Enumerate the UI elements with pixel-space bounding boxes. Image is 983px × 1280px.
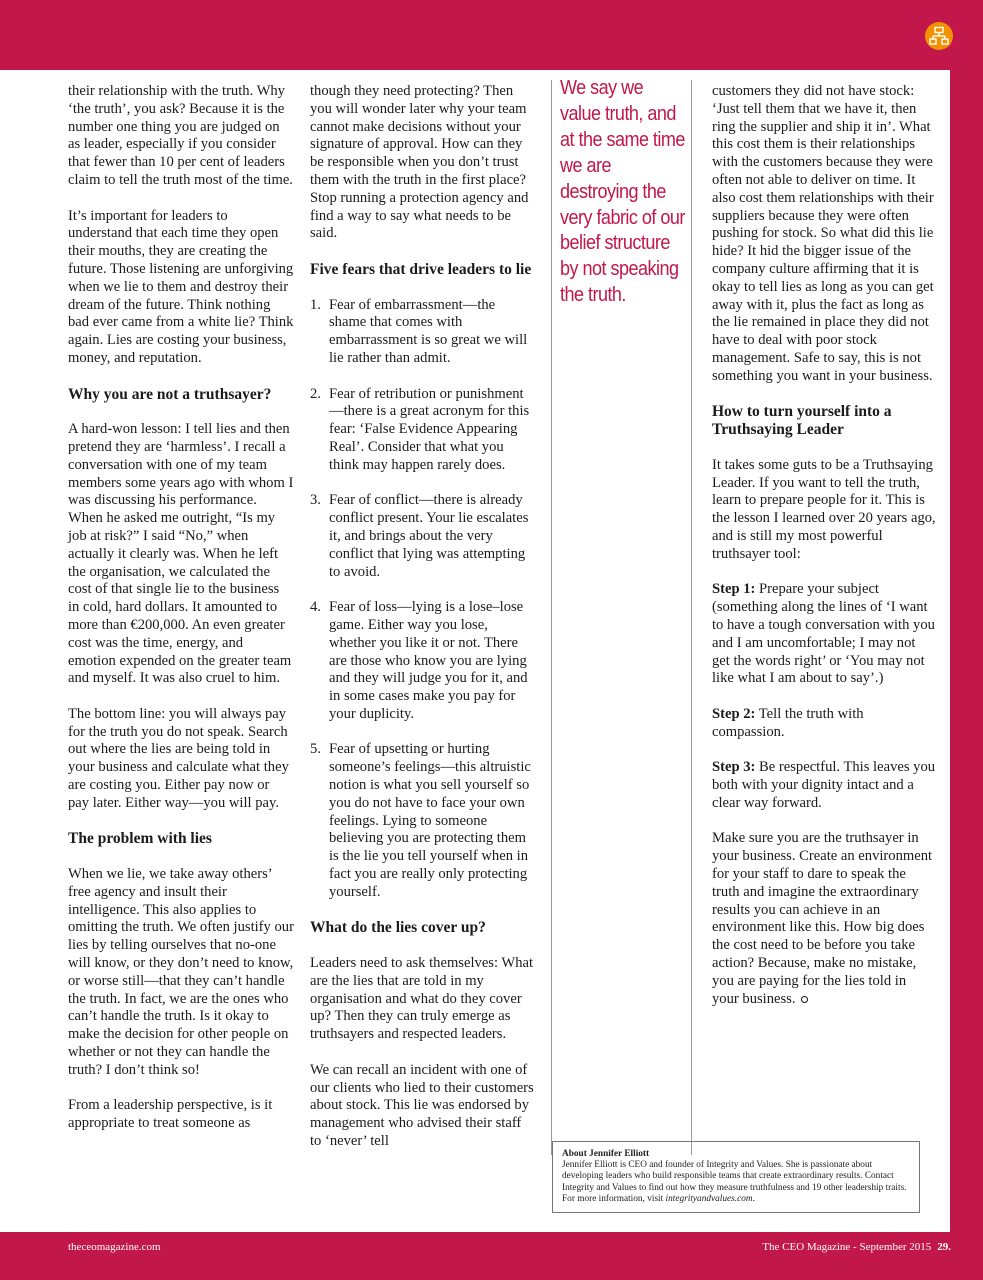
author-bio-box bbox=[552, 1141, 920, 1213]
bio-title: About Jennifer Elliott bbox=[562, 1149, 650, 1159]
section-heading: The problem with lies bbox=[68, 830, 212, 848]
list-text: Fear of loss—lying is a lose–lose game. Either way you lose, whether you like it or not. There are those who know you are lying and they will judge you for it, and in some cases make you pay for your duplicity. bbox=[329, 599, 528, 722]
step-label: Step 1: bbox=[712, 581, 756, 598]
step-label: Step 3: bbox=[712, 759, 756, 776]
bio-text bbox=[562, 1160, 910, 1205]
paragraph: their relationship with the truth. Why ‘the truth’, you ask? Because it is the number one thing you are judged on as leader, especially if you consider that fewer than 10 per cent of leaders claim to tell the truth most of the time. bbox=[68, 83, 293, 188]
paragraph: We can recall an incident with one of our clients who lied to their customers about stock. This lie was endorsed by management who advised their staff to ‘never’ tell bbox=[310, 1061, 534, 1150]
paragraph: A hard-won lesson: I tell lies and then pretend they are ‘harmless’. I recall a conversation with one of my team members some years ago with whom I was discussing his performance. When he asked me outright, “Is my job at risk?” I said “No,” when actually it clearly was. When he left the organisation, we calculated the cost of that single lie to the business in cold, hard dollars. It amounted to more than €200,000. An even greater cost was the time, energy, and emotion expended on the greater team and myself. It was also cruel to him. bbox=[68, 421, 294, 687]
step-text: Be respectful. This leaves you both with your dignity intact and a clear way forward. bbox=[712, 759, 936, 811]
bio-body: Jennifer Elliott is CEO and founder of Integrity and Values. She is passionate about developing leaders who build responsible teams that create extraordinary results. Contact Integrity and Values to find out how they measure truthfulness and 19 other leadership traits. For more information, visit bbox=[562, 1160, 907, 1204]
list-text: Fear of embarrassment—the shame that comes with embarrassment is so great we will lie rather than admit. bbox=[329, 296, 528, 366]
step-3 bbox=[712, 759, 936, 812]
step-text: Prepare your subject (something along the lines of ‘I want to have a tough conversation with you and I am uncomfortable; I may not get the words right’ or ‘You may not like what I am about to say’.) bbox=[712, 581, 935, 687]
list-text: Fear of retribution or punishment—there is a great acronym for this fear: ‘False Evidence Appearing Real’. Consider that what you think may happen rarely does. bbox=[329, 385, 530, 473]
list-item bbox=[310, 741, 534, 901]
column-divider bbox=[691, 80, 692, 1155]
bio-link[interactable]: integrityandvalues.com bbox=[665, 1193, 753, 1204]
list-item bbox=[310, 599, 534, 724]
paragraph: It takes some guts to be a Truthsaying Leader. If you want to tell the truth, learn to prepare people for it. This is the lesson I learned over 20 years ago, and is still my most powerful truthsayer tool: bbox=[712, 456, 936, 562]
step-2 bbox=[712, 706, 936, 742]
paragraph: The bottom line: you will always pay for the truth you do not speak. Search out where the lies are being told in your business and calculate what they are costing you. Either pay now or pay later. Either way—you will pay. bbox=[68, 705, 289, 811]
page-number: 29. bbox=[937, 1241, 951, 1253]
footer-site: theceomagazine.com bbox=[68, 1241, 161, 1253]
column-divider bbox=[551, 80, 552, 1155]
section-heading: How to turn yourself into a Truthsaying Leader bbox=[712, 403, 892, 439]
step-text: Tell the truth with compassion. bbox=[712, 705, 864, 740]
list-item bbox=[310, 297, 534, 368]
section-heading: Why you are not a truthsayer? bbox=[68, 385, 272, 403]
paragraph: Leaders need to ask themselves: What are the lies that are told in my organisation and what do they cover up? Then they can truly emerge as truthsayers and respected leaders. bbox=[310, 955, 534, 1043]
list-number: 3. bbox=[310, 492, 321, 509]
paragraph: When we lie, we take away others’ free agency and insult their intelligence. This also applies to omitting the truth. We often justify our lies by telling ourselves that no-one will know, or they don’t need to know, or worse still—that they can’t handle the truth. In fact, we are the ones who can’t handle the truth. Is it okay to make the decision for other people on whether or not they can handle the truth? I don’t think so! bbox=[68, 866, 294, 1078]
fears-list bbox=[310, 297, 534, 902]
list-item bbox=[310, 492, 534, 581]
org-chart-icon bbox=[925, 22, 953, 50]
footer-issue bbox=[762, 1241, 951, 1253]
section-heading: What do the lies cover up? bbox=[310, 919, 486, 937]
paragraph: It’s important for leaders to understand that each time they open their mouths, they are creating the future. Those listening are unforgiving when we lie to them and destroy their dream of the future. Think nothing bad ever came from a white lie? Think again. Lies are costing your business, money, and reputation. bbox=[68, 207, 294, 366]
paragraph: From a leadership perspective, is it appropriate to treat someone as bbox=[68, 1097, 273, 1132]
header-band bbox=[0, 0, 983, 70]
paragraph: though they need protecting? Then you will wonder later why your team cannot make decisions without your signature of approval. How can they be responsible when you don’t trust them with the truth in the first place? Stop running a protection agency and find a way to say what needs to be said. bbox=[310, 83, 529, 242]
step-1 bbox=[712, 581, 936, 688]
end-mark-icon bbox=[801, 996, 808, 1003]
list-text: Fear of upsetting or hurting someone’s feelings—this altruistic notion is what you sell yourself so you do not have to face your own feelings. Lying to someone believing you are protecting them is the lie you tell yourself when in fact you are really only protecting yourself. bbox=[329, 741, 531, 900]
list-number: 5. bbox=[310, 741, 321, 758]
article-column-1 bbox=[68, 83, 294, 1151]
article-column-2 bbox=[310, 83, 534, 1169]
article-page bbox=[0, 70, 950, 1232]
paragraph: customers they did not have stock: ‘Just tell them that we have it, then ring the supplier and ship it in’. What this cost them is their relationships with the customers because they were often not able to deliver on time. It also cost them relationships with their suppliers because they were often pushing for stock. So what did this lie hide? It hid the bigger issue of the company culture affirming that it is okay to tell lies as long as you can get away with it, plus the fact as long as the lie remained in place they did not have to deal with poor stock management. Safe to say, this is not something you want in your business. bbox=[712, 83, 934, 384]
paragraph bbox=[712, 830, 936, 1008]
list-number: 4. bbox=[310, 599, 321, 616]
list-item bbox=[310, 386, 534, 475]
list-number: 1. bbox=[310, 296, 321, 313]
step-label: Step 2: bbox=[712, 705, 756, 722]
pull-quote: We say we value truth, and at the same time we are destroying the very fabric of our belief structure by not speaking the truth. bbox=[560, 76, 685, 307]
list-number: 2. bbox=[310, 385, 321, 402]
footer-issue-text: The CEO Magazine - September 2015 bbox=[762, 1241, 932, 1253]
section-heading: Five fears that drive leaders to lie bbox=[310, 260, 532, 278]
bio-end: . bbox=[752, 1193, 755, 1204]
closing-text: Make sure you are the truthsayer in your business. Create an environment for your staff to dare to speak the truth and imagine the extraordinary results you can achieve in an environment like this. How big does the cost need to be before you take action? Because, make no mistake, you are paying for the lies told in your business. bbox=[712, 830, 933, 1007]
list-text: Fear of conflict—there is already conflict present. Your lie escalates it, and brings about the very conflict that lying was attempting to avoid. bbox=[329, 492, 529, 580]
article-column-4 bbox=[712, 83, 936, 1026]
